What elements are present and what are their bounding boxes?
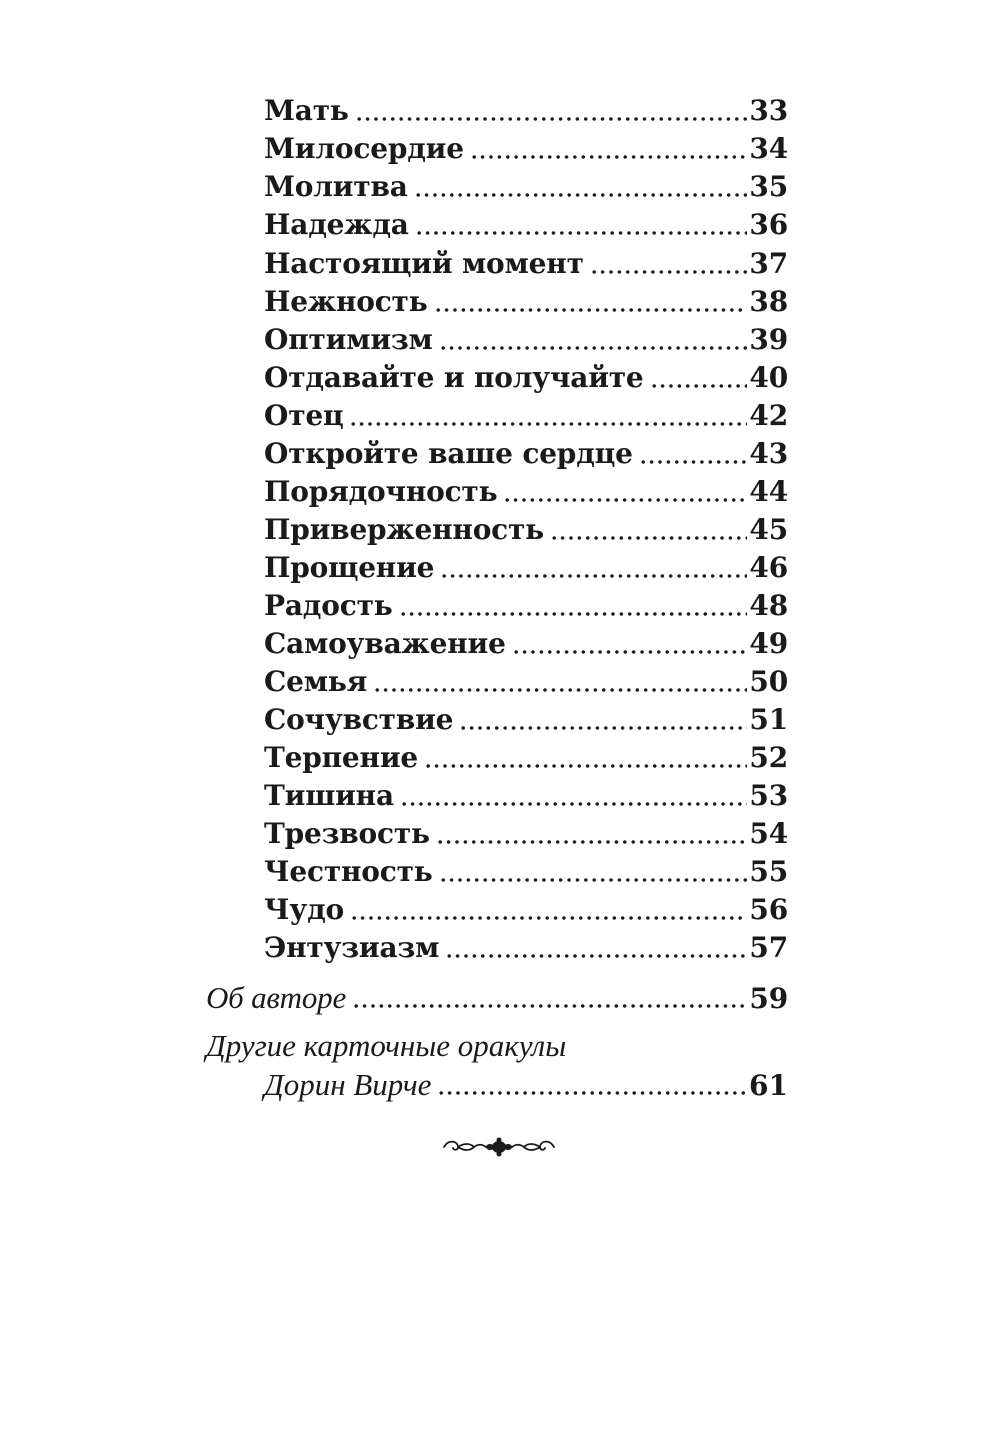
dot-leader (349, 403, 747, 427)
dot-leader (436, 821, 748, 845)
toc-entry-title: Об авторе (206, 980, 347, 1015)
dot-leader (373, 669, 747, 693)
toc-entry-title: Настоящий момент (264, 247, 584, 280)
toc-entry-title: Трезвость (264, 817, 430, 850)
toc-entry[interactable] (264, 511, 788, 549)
toc-entry-page: 36 (749, 208, 788, 241)
toc-entry-page: 37 (749, 247, 788, 280)
dot-leader (352, 985, 747, 1009)
toc-entry-title: Оптимизм (264, 323, 433, 356)
toc-entry[interactable] (264, 663, 788, 701)
dot-leader (424, 745, 747, 769)
dot-leader (590, 251, 748, 275)
toc-entry-page: 59 (749, 982, 788, 1015)
toc-entry-title: Молитва (264, 170, 408, 203)
toc-entry[interactable] (264, 435, 788, 473)
dot-leader (437, 1072, 747, 1096)
toc-entry-title: Сочувствие (264, 703, 454, 736)
fleuron-ornament-icon (440, 1136, 558, 1158)
toc-entry[interactable] (264, 245, 788, 283)
toc-entry-title: Нежность (264, 285, 428, 318)
toc-entry[interactable] (264, 701, 788, 739)
toc-entry-title: Честность (264, 855, 433, 888)
toc-entry-title: Милосердие (264, 132, 464, 165)
toc-entry[interactable] (264, 168, 788, 206)
toc-entry-page: 44 (749, 475, 788, 508)
dot-leader (434, 289, 748, 313)
toc-entry-page: 33 (749, 94, 788, 127)
dot-leader (503, 479, 747, 503)
dot-leader (550, 517, 747, 541)
toc-entry-page: 54 (749, 817, 788, 850)
toc-entry-title: Семья (264, 665, 368, 698)
toc-entry-title: Отец (264, 399, 344, 432)
dot-leader (439, 327, 748, 351)
toc-entry-title: Прощение (264, 551, 435, 584)
toc-entry[interactable] (264, 206, 788, 244)
dot-leader (400, 783, 748, 807)
toc-entry[interactable] (264, 473, 788, 511)
toc-entry-title: Терпение (264, 741, 419, 774)
dot-leader (399, 593, 748, 617)
toc-entry[interactable] (264, 815, 788, 853)
toc-entry-page: 45 (749, 513, 788, 546)
toc-entry[interactable] (264, 130, 788, 168)
toc-entry[interactable] (264, 92, 788, 130)
toc-entry[interactable] (264, 853, 788, 891)
toc-entry-page: 53 (749, 779, 788, 812)
dot-leader (459, 707, 747, 731)
toc-entry-title: Чудо (264, 893, 345, 926)
toc-entry[interactable] (264, 397, 788, 435)
toc-entry-title: Отдавайте и получайте (264, 361, 644, 394)
toc-entry-title: Самоуважение (264, 627, 506, 660)
toc-entry-title: Радость (264, 589, 393, 622)
toc-entry-page: 35 (749, 170, 788, 203)
toc-entry-page: 55 (749, 855, 788, 888)
toc-entry-page: 52 (749, 741, 788, 774)
toc-entry[interactable] (264, 587, 788, 625)
toc-entry-page: 61 (749, 1069, 788, 1102)
toc-entry-title: Надежда (264, 208, 409, 241)
toc-entry-about-author[interactable] (206, 979, 788, 1017)
toc-entry-page: 38 (749, 285, 788, 318)
dot-leader (512, 631, 748, 655)
toc-entry-page: 49 (749, 627, 788, 660)
toc-entry[interactable] (264, 929, 788, 967)
toc-entry-page: 39 (749, 323, 788, 356)
toc-entry-page: 57 (749, 931, 788, 964)
toc-entry[interactable] (264, 739, 788, 777)
toc-entry-page: 46 (749, 551, 788, 584)
toc-entry-page: 34 (749, 132, 788, 165)
toc-entry-title: Дорин Вирче (264, 1067, 432, 1102)
toc-entry-page: 42 (749, 399, 788, 432)
toc-entry-title: Тишина (264, 779, 394, 812)
toc-entry-other-oracles[interactable] (264, 1066, 788, 1104)
toc-entry[interactable] (264, 359, 788, 397)
toc-entry[interactable] (264, 283, 788, 321)
dot-leader (440, 555, 747, 579)
toc-entry-page: 48 (749, 589, 788, 622)
toc-entry-title: Откройте ваше сердце (264, 437, 633, 470)
toc-entry-title: Энтузиазм (264, 931, 440, 964)
dot-leader (650, 365, 748, 389)
dot-leader (355, 98, 748, 122)
toc-entry-title: Мать (264, 94, 349, 127)
dot-leader (414, 174, 748, 198)
toc-entry-title: Порядочность (264, 475, 498, 508)
dot-leader (439, 859, 748, 883)
toc-entry[interactable] (264, 549, 788, 587)
toc-entry[interactable] (264, 321, 788, 359)
toc-entry[interactable] (264, 777, 788, 815)
dot-leader (415, 212, 748, 236)
dot-leader (350, 897, 747, 921)
toc-entry-page: 56 (749, 893, 788, 926)
toc-entry-page: 51 (749, 703, 788, 736)
toc-entry-page: 40 (749, 361, 788, 394)
toc-entry-page: 50 (749, 665, 788, 698)
dot-leader (445, 935, 747, 959)
toc-entry-title: Приверженность (264, 513, 544, 546)
toc-entry[interactable] (264, 625, 788, 663)
toc-entry-page: 43 (749, 437, 788, 470)
dot-leader (470, 136, 748, 160)
dot-leader (639, 441, 748, 465)
toc-entry[interactable] (264, 891, 788, 929)
toc-entry-other-oracles-heading[interactable]: Другие карточные оракулы (206, 1028, 567, 1063)
